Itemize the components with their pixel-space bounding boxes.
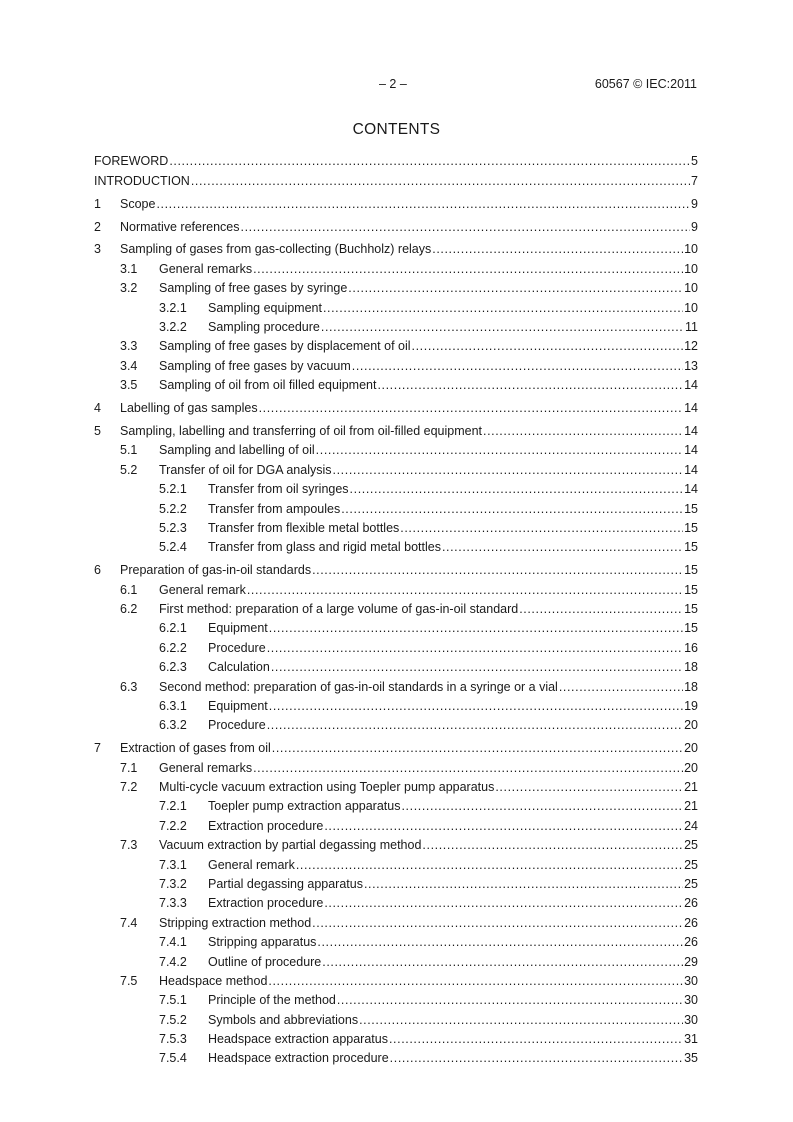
dot-leader bbox=[341, 502, 683, 517]
toc-entry-number: 3.2.2 bbox=[159, 320, 187, 335]
toc-entry[interactable] bbox=[94, 277, 698, 296]
toc-entry-number: 3 bbox=[94, 242, 101, 257]
toc-entry[interactable] bbox=[94, 439, 698, 458]
toc-entry-page: 14 bbox=[684, 423, 698, 438]
toc-entry[interactable] bbox=[94, 911, 698, 930]
toc-entry-page: 15 bbox=[684, 540, 698, 555]
toc-entry-number: 3.4 bbox=[120, 358, 138, 373]
toc-entry[interactable] bbox=[94, 636, 698, 655]
toc-entry-title: General remark bbox=[208, 857, 295, 872]
toc-entry-title: Extraction of gases from oil bbox=[120, 741, 271, 756]
toc-entry[interactable] bbox=[94, 192, 698, 211]
dot-leader bbox=[253, 761, 683, 776]
toc-entry[interactable] bbox=[94, 656, 698, 675]
dot-leader bbox=[324, 819, 683, 834]
toc-entry-page: 26 bbox=[684, 896, 698, 911]
toc-entry-number: 7.3 bbox=[120, 838, 138, 853]
toc-entry-page: 20 bbox=[684, 718, 698, 733]
toc-entry-number: 3.1 bbox=[120, 261, 138, 276]
toc-entry-title: General remarks bbox=[159, 760, 253, 775]
toc-entry-number: 7 bbox=[94, 741, 101, 756]
dot-leader bbox=[432, 242, 683, 257]
dot-leader bbox=[442, 540, 683, 555]
toc-entry-number: 2 bbox=[94, 219, 101, 234]
dot-leader bbox=[401, 799, 683, 814]
toc-entry-title: Second method: preparation of gas-in-oil standards in a syringe or a vial bbox=[159, 679, 558, 694]
toc-entry[interactable] bbox=[94, 316, 698, 335]
toc-entry[interactable] bbox=[94, 834, 698, 853]
toc-entry-page: 21 bbox=[684, 780, 698, 794]
toc-entry-number: 3.2 bbox=[120, 281, 138, 296]
toc-entry-title: Symbols and abbreviations bbox=[208, 1012, 359, 1027]
standard-reference: 60567 © IEC:2011 bbox=[594, 77, 697, 91]
toc-entry-page: 15 bbox=[684, 520, 698, 535]
toc-entry-title: Labelling of gas samples bbox=[120, 401, 258, 416]
toc-entry-title: Sampling of oil from oil filled equipment bbox=[159, 378, 377, 393]
toc-entry[interactable] bbox=[94, 420, 698, 439]
toc-entry[interactable] bbox=[94, 497, 698, 516]
toc-entry-title: Sampling of gases from gas-collecting (Buchholz) relays bbox=[120, 242, 432, 257]
toc-entry-title: Vacuum extraction by partial degassing method bbox=[159, 838, 422, 853]
toc-entry[interactable] bbox=[94, 458, 698, 477]
toc-entry-page: 14 bbox=[684, 482, 698, 497]
toc-entry-number: 7.3.1 bbox=[159, 857, 187, 872]
toc-entry[interactable] bbox=[94, 892, 698, 911]
toc-entry-number: 7.3.3 bbox=[159, 896, 187, 911]
toc-entry[interactable] bbox=[94, 397, 698, 416]
dot-leader bbox=[333, 463, 684, 478]
toc-entry-number: 7.4 bbox=[120, 915, 138, 930]
toc-entry-number: 7.5.2 bbox=[159, 1012, 187, 1027]
toc-entry-number: 6.3.2 bbox=[159, 718, 187, 733]
toc-entry-page: 26 bbox=[684, 915, 698, 930]
dot-leader bbox=[364, 877, 683, 892]
dot-leader bbox=[272, 741, 683, 756]
toc-entry[interactable] bbox=[94, 1047, 698, 1066]
toc-entry[interactable] bbox=[94, 695, 698, 714]
toc-entry-page: 15 bbox=[684, 621, 698, 636]
toc-entry-page: 19 bbox=[684, 698, 698, 713]
page-title: CONTENTS bbox=[352, 121, 441, 138]
toc-entry-page: 30 bbox=[684, 1012, 698, 1027]
toc-entry-number: 7.1 bbox=[120, 760, 138, 775]
toc-entry-page: 15 bbox=[684, 563, 698, 578]
toc-entry-page: 30 bbox=[684, 973, 698, 988]
toc-entry-number: 7.2.2 bbox=[159, 818, 187, 833]
toc-entry[interactable] bbox=[94, 853, 698, 872]
toc-entry-number: 7.4.2 bbox=[159, 954, 187, 969]
toc-entry-number: 6.2 bbox=[120, 601, 138, 616]
toc-entry[interactable] bbox=[94, 169, 698, 188]
dot-leader bbox=[269, 621, 683, 636]
toc-entry[interactable] bbox=[94, 598, 698, 617]
toc-entry-number: 5.2.2 bbox=[159, 501, 187, 516]
toc-entry-title: First method: preparation of a large volume of gas-in-oil standard bbox=[159, 601, 519, 616]
dot-leader bbox=[169, 154, 690, 169]
dot-leader bbox=[253, 262, 683, 277]
toc-entry-title: Equipment bbox=[208, 698, 268, 713]
toc-entry-title: Sampling and labelling of oil bbox=[159, 443, 315, 458]
toc-entry-page: 31 bbox=[684, 1032, 698, 1047]
toc-entry[interactable] bbox=[94, 536, 698, 555]
toc-entry-number: 4 bbox=[94, 401, 101, 416]
toc-entry-number: 6.3.1 bbox=[159, 698, 187, 713]
toc-entry[interactable] bbox=[94, 970, 698, 989]
toc-entry[interactable] bbox=[94, 238, 698, 257]
page-number: – 2 – bbox=[379, 77, 407, 91]
dot-leader bbox=[271, 660, 683, 675]
toc-entry-page: 5 bbox=[691, 154, 698, 169]
toc-entry-page: 7 bbox=[691, 173, 698, 188]
toc-entry-page: 10 bbox=[684, 261, 698, 276]
toc-entry-page: 20 bbox=[684, 741, 698, 756]
toc-entry-title: Transfer from oil syringes bbox=[208, 482, 349, 497]
toc-entry-title: Stripping apparatus bbox=[208, 935, 317, 950]
toc-entry-title: Outline of procedure bbox=[208, 954, 322, 969]
toc-entry-title: Headspace method bbox=[159, 973, 268, 988]
toc-entry-number: 5 bbox=[94, 423, 101, 438]
dot-leader bbox=[483, 424, 683, 439]
toc-entry[interactable] bbox=[94, 478, 698, 497]
toc-entry-number: 3.5 bbox=[120, 378, 138, 393]
dot-leader bbox=[322, 955, 683, 970]
toc-entry-page: 26 bbox=[684, 935, 698, 950]
toc-entry[interactable] bbox=[94, 675, 698, 694]
toc-entry-number: 5.2 bbox=[120, 462, 138, 477]
toc-entry-number: 7.5.3 bbox=[159, 1032, 187, 1047]
toc-entry-page: 21 bbox=[684, 799, 698, 814]
toc-entry[interactable] bbox=[94, 559, 698, 578]
dot-leader bbox=[352, 359, 683, 374]
toc-entry-title: General remarks bbox=[159, 261, 253, 276]
dot-leader bbox=[321, 320, 684, 335]
toc-entry-number: 7.5.4 bbox=[159, 1051, 187, 1066]
toc-entry-page: 25 bbox=[684, 838, 698, 853]
toc-entry[interactable] bbox=[94, 617, 698, 636]
toc-entry-number: 1 bbox=[94, 196, 101, 211]
toc-entry-title: Sampling equipment bbox=[208, 300, 322, 315]
toc-entry-number: 7.2.1 bbox=[159, 799, 187, 814]
toc-entry[interactable] bbox=[94, 1028, 698, 1047]
toc-entry-page: 18 bbox=[684, 660, 698, 675]
toc-entry-page: 16 bbox=[684, 640, 698, 655]
dot-leader bbox=[259, 401, 684, 416]
toc-entry-title: Headspace extraction apparatus bbox=[208, 1032, 388, 1047]
dot-leader bbox=[156, 197, 690, 212]
toc-entry-page: 15 bbox=[684, 601, 698, 616]
toc-entry-title: Procedure bbox=[208, 640, 266, 655]
toc-entry[interactable] bbox=[94, 257, 698, 276]
dot-leader bbox=[267, 718, 683, 733]
toc-entry-title: Toepler pump extraction apparatus bbox=[208, 799, 401, 814]
toc-entry[interactable] bbox=[94, 1008, 698, 1027]
toc-entry-title: Headspace extraction procedure bbox=[208, 1051, 389, 1066]
toc-entry-page: 12 bbox=[684, 339, 698, 354]
toc-entry-number: 5.1 bbox=[120, 443, 138, 458]
dot-leader bbox=[269, 699, 683, 714]
toc-entry[interactable] bbox=[94, 517, 698, 536]
toc-entry-page: 11 bbox=[685, 320, 698, 335]
toc-entry-number: 7.5.1 bbox=[159, 993, 187, 1008]
toc-entry-title: Scope bbox=[120, 196, 156, 211]
dot-leader bbox=[495, 780, 683, 795]
toc-entry-title: Principle of the method bbox=[208, 993, 336, 1008]
toc-entry[interactable] bbox=[94, 335, 698, 354]
toc-entry-page: 14 bbox=[684, 378, 698, 393]
toc-entry-page: 14 bbox=[684, 401, 698, 416]
toc-entry[interactable] bbox=[94, 756, 698, 775]
toc-entry-page: 29 bbox=[684, 954, 698, 969]
toc-entry-title: Transfer of oil for DGA analysis bbox=[159, 462, 332, 477]
toc-entry[interactable] bbox=[94, 296, 698, 315]
dot-leader bbox=[422, 838, 683, 853]
toc-entry-page: 9 bbox=[691, 196, 698, 211]
toc-entry-number: 6.2.2 bbox=[159, 640, 187, 655]
toc-entry-page: 10 bbox=[684, 300, 698, 315]
toc-entry-title: INTRODUCTION bbox=[94, 173, 190, 188]
toc-entry-page: 24 bbox=[684, 818, 698, 833]
dot-leader bbox=[400, 521, 683, 536]
toc-entry-title: Transfer from glass and rigid metal bottles bbox=[208, 540, 441, 555]
dot-leader bbox=[296, 858, 683, 873]
dot-leader bbox=[412, 339, 684, 354]
dot-leader bbox=[390, 1051, 683, 1066]
dot-leader bbox=[267, 641, 683, 656]
toc-entry[interactable] bbox=[94, 989, 698, 1008]
toc-entry[interactable] bbox=[94, 776, 698, 795]
dot-leader bbox=[559, 680, 683, 695]
toc-entry-number: 6 bbox=[94, 563, 101, 578]
toc-entry-page: 35 bbox=[684, 1051, 698, 1066]
toc-entry-page: 14 bbox=[684, 462, 698, 477]
dot-leader bbox=[324, 896, 683, 911]
table-of-contents bbox=[94, 150, 698, 1066]
toc-entry-page: 30 bbox=[684, 993, 698, 1008]
dot-leader bbox=[268, 974, 683, 989]
dot-leader bbox=[377, 378, 683, 393]
toc-entry-number: 7.4.1 bbox=[159, 935, 187, 950]
dot-leader bbox=[359, 1013, 683, 1028]
toc-entry-page: 25 bbox=[684, 876, 698, 891]
toc-entry-title: Procedure bbox=[208, 718, 266, 733]
toc-entry[interactable] bbox=[94, 931, 698, 950]
toc-entry-title: Transfer from ampoules bbox=[208, 501, 341, 516]
toc-entry-number: 5.2.4 bbox=[159, 540, 187, 555]
toc-entry[interactable] bbox=[94, 374, 698, 393]
dot-leader bbox=[316, 443, 683, 458]
toc-entry-title: Normative references bbox=[120, 219, 240, 234]
toc-entry-title: Stripping extraction method bbox=[159, 915, 312, 930]
dot-leader bbox=[312, 916, 683, 931]
toc-entry-number: 6.3 bbox=[120, 679, 138, 694]
toc-entry[interactable] bbox=[94, 215, 698, 234]
toc-entry-page: 25 bbox=[684, 857, 698, 872]
dot-leader bbox=[519, 602, 683, 617]
toc-entry[interactable] bbox=[94, 578, 698, 597]
toc-entry-page: 14 bbox=[684, 443, 698, 458]
toc-entry-page: 10 bbox=[684, 242, 698, 257]
toc-entry-number: 3.2.1 bbox=[159, 300, 187, 315]
toc-entry-title: Extraction procedure bbox=[208, 896, 324, 911]
toc-entry-title: Preparation of gas-in-oil standards bbox=[120, 563, 312, 578]
toc-entry-page: 15 bbox=[684, 582, 698, 597]
toc-entry-title: Sampling of free gases by vacuum bbox=[159, 358, 351, 373]
dot-leader bbox=[389, 1032, 683, 1047]
toc-entry-page: 20 bbox=[684, 760, 698, 775]
toc-entry-page: 18 bbox=[684, 679, 698, 694]
toc-entry[interactable] bbox=[94, 873, 698, 892]
toc-entry-title: Sampling of free gases by syringe bbox=[159, 281, 348, 296]
toc-entry-number: 7.2 bbox=[120, 780, 138, 794]
dot-leader bbox=[323, 301, 683, 316]
toc-entry[interactable] bbox=[94, 714, 698, 733]
toc-entry-title: Extraction procedure bbox=[208, 818, 324, 833]
page-header bbox=[0, 77, 793, 93]
toc-entry-number: 7.3.2 bbox=[159, 876, 187, 891]
dot-leader bbox=[350, 482, 684, 497]
toc-entry-title: General remark bbox=[159, 582, 246, 597]
toc-entry-number: 6.2.1 bbox=[159, 621, 187, 636]
dot-leader bbox=[191, 174, 690, 189]
toc-entry[interactable] bbox=[94, 354, 698, 373]
toc-entry[interactable] bbox=[94, 814, 698, 833]
toc-entry-title: Sampling of free gases by displacement of oil bbox=[159, 339, 411, 354]
toc-entry-title: Partial degassing apparatus bbox=[208, 876, 363, 891]
toc-entry-title: Transfer from flexible metal bottles bbox=[208, 520, 400, 535]
toc-entry[interactable] bbox=[94, 150, 698, 169]
toc-entry-number: 5.2.1 bbox=[159, 482, 187, 497]
toc-entry-title: Sampling procedure bbox=[208, 320, 320, 335]
dot-leader bbox=[247, 583, 683, 598]
toc-entry-title: Multi-cycle vacuum extraction using Toepler pump apparatus bbox=[159, 780, 495, 794]
dot-leader bbox=[317, 935, 683, 950]
toc-entry-title: FOREWORD bbox=[94, 154, 169, 169]
dot-leader bbox=[312, 563, 683, 578]
dot-leader bbox=[348, 281, 683, 296]
toc-entry-title: Sampling, labelling and transferring of oil from oil-filled equipment bbox=[120, 423, 482, 438]
toc-entry-number: 6.2.3 bbox=[159, 660, 187, 675]
toc-entry-page: 10 bbox=[684, 281, 698, 296]
toc-entry[interactable] bbox=[94, 737, 698, 756]
toc-entry-number: 6.1 bbox=[120, 582, 138, 597]
dot-leader bbox=[337, 993, 683, 1008]
toc-entry-number: 7.5 bbox=[120, 973, 138, 988]
toc-entry-title: Calculation bbox=[208, 660, 270, 675]
toc-entry-page: 9 bbox=[691, 219, 698, 234]
dot-leader bbox=[241, 220, 691, 235]
toc-entry[interactable] bbox=[94, 950, 698, 969]
toc-entry-number: 3.3 bbox=[120, 339, 138, 354]
toc-entry-page: 15 bbox=[684, 501, 698, 516]
toc-entry-title: Equipment bbox=[208, 621, 268, 636]
toc-entry-number: 5.2.3 bbox=[159, 520, 187, 535]
toc-entry[interactable] bbox=[94, 795, 698, 814]
toc-entry-page: 13 bbox=[684, 358, 698, 373]
